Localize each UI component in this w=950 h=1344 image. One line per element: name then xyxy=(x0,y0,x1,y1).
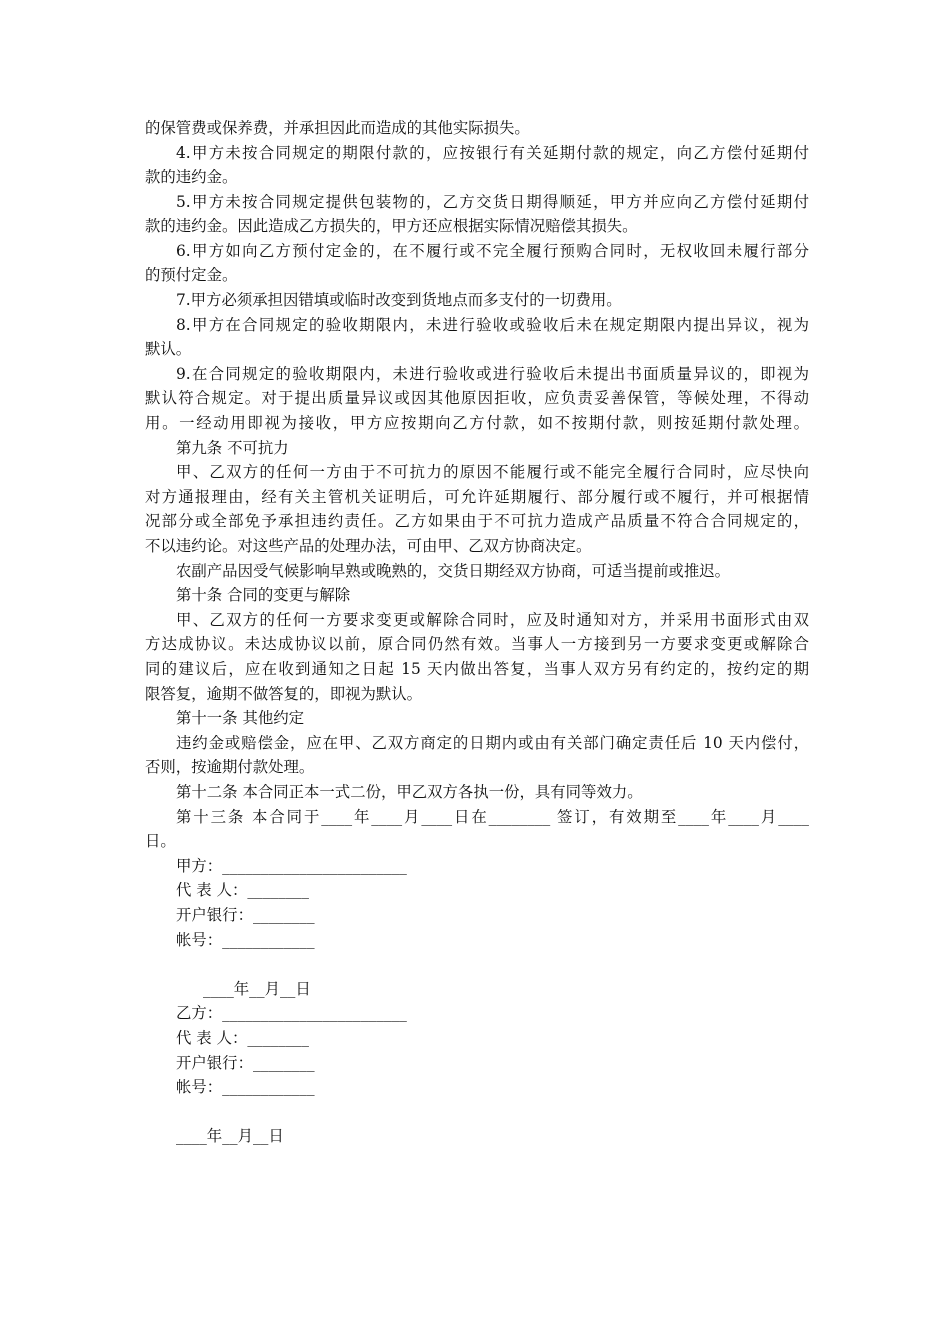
clause-4: 4.甲方未按合同规定的期限付款的，应按银行有关延期付款的规定，向乙方偿付延期付 xyxy=(176,144,809,162)
party-b-bank: 开户银行：________ xyxy=(176,1054,315,1072)
text-line: 对方通报理由，经有关主管机关证明后，可允许延期履行、部分履行或不履行，并可根据情 xyxy=(145,488,809,506)
text-line: 款的违约金。 xyxy=(145,168,238,186)
party-a-label: 甲方：________________________ xyxy=(176,857,407,875)
text-line: 默认。 xyxy=(145,340,192,358)
text-line: 方达成协议。未达成协议以前，原合同仍然有效。当事人一方接到另一方要求变更或解除合 xyxy=(145,635,809,653)
article-13: 第十三条 本合同于____年____月____日在________ 签订，有效期至____年____月____ xyxy=(176,808,809,826)
party-a-account: 帐号：____________ xyxy=(176,931,315,949)
clause-6: 6.甲方如向乙方预付定金的，在不履行或不完全履行预购合同时，无权收回未履行部分 xyxy=(176,242,809,260)
text-line: 同的建议后，应在收到通知之日起 15 天内做出答复，当事人双方另有约定的，按约定的期 xyxy=(145,660,809,678)
party-a-date: ____年__月__日 xyxy=(203,980,311,998)
text-line: 况部分或全部免予承担违约责任。乙方如果由于不可抗力造成产品质量不符合合同规定的， xyxy=(145,512,809,530)
clause-5: 5.甲方未按合同规定提供包装物的，乙方交货日期得顺延，甲方并应向乙方偿付延期付 xyxy=(176,193,809,211)
article-10-heading: 第十条 合同的变更与解除 xyxy=(176,586,351,604)
text-line: 限答复，逾期不做答复的，即视为默认。 xyxy=(145,685,423,703)
text-line: 款的违约金。因此造成乙方损失的，甲方还应根据实际情况赔偿其损失。 xyxy=(145,217,638,235)
text-line: 的预付定金。 xyxy=(145,266,238,284)
party-b-representative: 代 表 人：________ xyxy=(176,1029,309,1047)
text-line: 甲、乙双方的任何一方要求变更或解除合同时，应及时通知对方，并采用书面形式由双 xyxy=(176,611,809,629)
text-line: 不以违约论。对这些产品的处理办法，可由甲、乙双方协商决定。 xyxy=(145,537,592,555)
party-a-bank: 开户银行：________ xyxy=(176,906,315,924)
text-line: 的保管费或保养费，并承担因此而造成的其他实际损失。 xyxy=(145,119,530,137)
text-line: 用。一经动用即视为接收，甲方应按期向乙方付款，如不按期付款，则按延期付款处理。 xyxy=(145,414,809,432)
text-line: 甲、乙双方的任何一方由于不可抗力的原因不能履行或不能完全履行合同时，应尽快向 xyxy=(176,463,809,481)
clause-7: 7.甲方必须承担因错填或临时改变到货地点而多支付的一切费用。 xyxy=(176,291,622,309)
party-b-label: 乙方：________________________ xyxy=(176,1004,407,1022)
text-line: 否则，按逾期付款处理。 xyxy=(145,758,315,776)
article-11-heading: 第十一条 其他约定 xyxy=(176,709,305,727)
clause-8: 8.甲方在合同规定的验收期限内，未进行验收或验收后未在规定期限内提出异议，视为 xyxy=(176,316,809,334)
article-9-heading: 第九条 不可抗力 xyxy=(176,439,289,457)
text-line: 农副产品因受气候影响早熟或晚熟的，交货日期经双方协商，可适当提前或推迟。 xyxy=(176,562,731,580)
party-b-date: ____年__月__日 xyxy=(176,1127,284,1145)
article-12: 第十二条 本合同正本一式二份，甲乙双方各执一份，具有同等效力。 xyxy=(176,783,643,801)
clause-9: 9.在合同规定的验收期限内，未进行验收或进行验收后未提出书面质量异议的，即视为 xyxy=(176,365,809,383)
party-a-representative: 代 表 人：________ xyxy=(176,881,309,899)
text-line: 违约金或赔偿金，应在甲、乙双方商定的日期内或由有关部门确定责任后 10 天内偿付， xyxy=(176,734,809,752)
text-line: 默认符合规定。对于提出质量异议或因其他原因拒收，应负责妥善保管，等候处理，不得动 xyxy=(145,389,809,407)
text-line: 日。 xyxy=(145,832,176,850)
party-b-account: 帐号：____________ xyxy=(176,1078,315,1096)
